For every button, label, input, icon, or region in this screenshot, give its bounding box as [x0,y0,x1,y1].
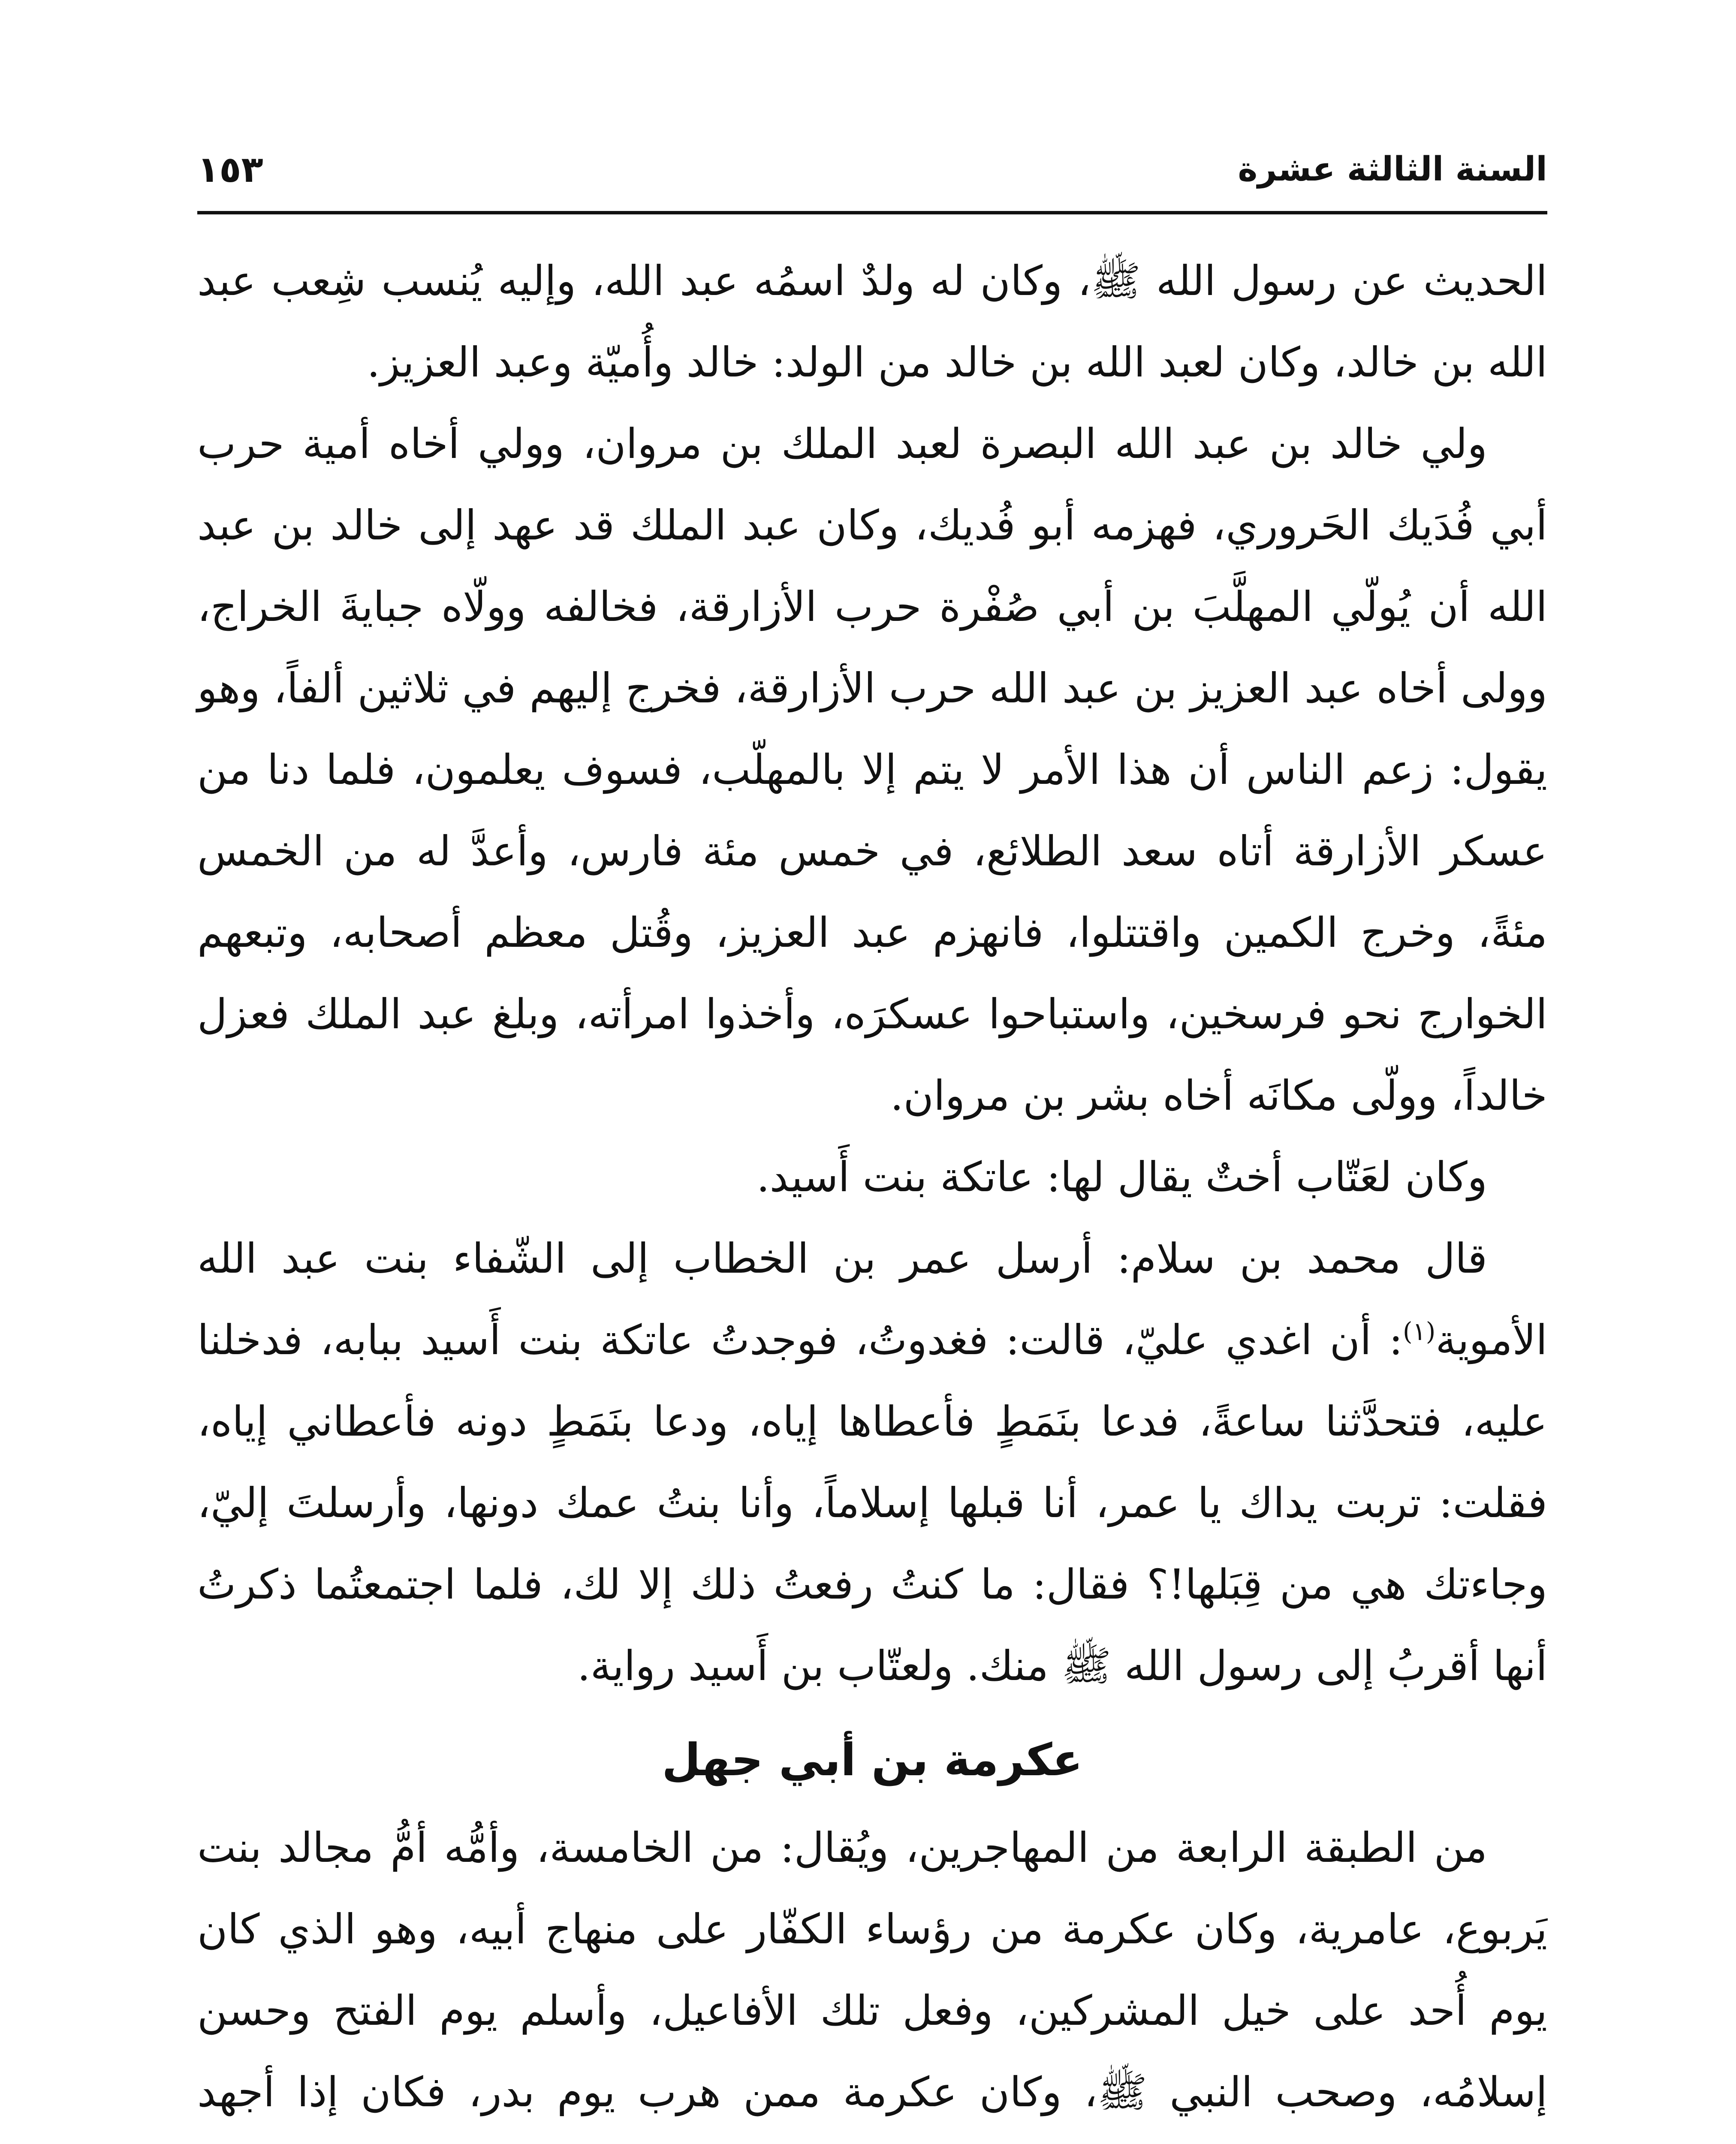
page-number: ١٥٣ [197,148,263,190]
section-heading: عكرمة بن أبي جهل [662,1734,1083,1786]
paragraph-3: وكان لعَتّاب أختٌ يقال لها: عاتكة بنت أَسيد. [756,1153,1487,1201]
paragraph-2: ولي خالد بن عبد الله البصرة لعبد الملك بن مروان، وولي أخاه أمية حرب أبي فُدَيك الحَروري، فهزمه أبو فُديك، وكان عبد الملك قد عهد إلى خالد بن عبد الله أن يُولّي المهلَّبَ بن أبي صُفْرة حرب الأزارقة، فخالفه وولّاه جبايةَ الخراج، وولى أخاه عبد العزيز بن عبد الله حرب الأزارقة، فخرج إليهم في ثلاثين ألفاً، وهو يقول: زعم الناس أن هذا الأمر لا يتم إلا بالمهلّب، فسوف يعلمون، فلما دنا من عسكر الأزارقة أتاه سعد الطلائع، في خمس مئة فارس، وأعدَّ له من الخمس مئةً، وخرج الكمين واقتتلوا، فانهزم عبد العزيز، وقُتل معظم أصحابه، وتبعهم الخوارج نحو فرسخين، واستباحوا عسكرَه، وأخذوا امرأته، وبلغ عبد الملك فعزل خالداً، وولّى مكانَه أخاه بشر بن مروان. [197,420,1548,1120]
paragraph-4-text-b: : أن اغدي عليّ، قالت: فغدوتُ، فوجدتُ عاتكة بنت أَسيد ببابه، فدخلنا عليه، فتحدَّثنا ساعةً، فدعا بنَمَطٍ فأعطاها إياه، ودعا بنَمَطٍ دونه فأعطاني إياه، فقلت: تربت يداك يا عمر، أنا قبلها إسلاماً، وأنا بنتُ عمك دونها، وأرسلتَ إليّ، وجاءتك هي من قِبَلها!؟ فقال: ما كنتُ رفعتُ ذلك إلا لك، فلما اجتمعتُما ذكرتُ أنها أقربُ إلى رسول الله ﷺ منك. ولعتّاب بن أَسيد رواية. [197,1316,1548,1690]
main-text [197,240,1547,2144]
paragraph-4-text-a: قال محمد بن سلام: أرسل عمر بن الخطاب إلى الشّفاء بنت عبد الله الأموية [197,1235,1547,1364]
header-rule [197,211,1547,214]
paragraph-1: الحديث عن رسول الله ﷺ، وكان له ولدٌ اسمُه عبد الله، وإليه يُنسب شِعب عبد الله بن خالد، وكان لعبد الله بن خالد من الولد: خالد وأُميّة وعبد العزيز. [197,257,1548,386]
running-title: السنة الثالثة عشرة [1238,150,1547,189]
paragraph-5: من الطبقة الرابعة من المهاجرين، ويُقال: من الخامسة، وأمُّه أمُّ مجالد بنت يَربوع، عامرية، وكان عكرمة من رؤساء الكفّار على منهاج أبيه، وهو الذي كان يوم أُحد على خيل المشركين، وفعل تلك الأفاعيل، وأسلم يوم الفتح وحسن إسلامُه، وصحب النبي ﷺ، وكان عكرمة ممن هرب يوم بدر، فكان إذا أجهد [197,1824,1547,2116]
footnote-reference[interactable]: (١) [1402,1317,1436,1346]
paragraph-4 [197,1218,1547,1707]
running-header [197,142,1547,197]
